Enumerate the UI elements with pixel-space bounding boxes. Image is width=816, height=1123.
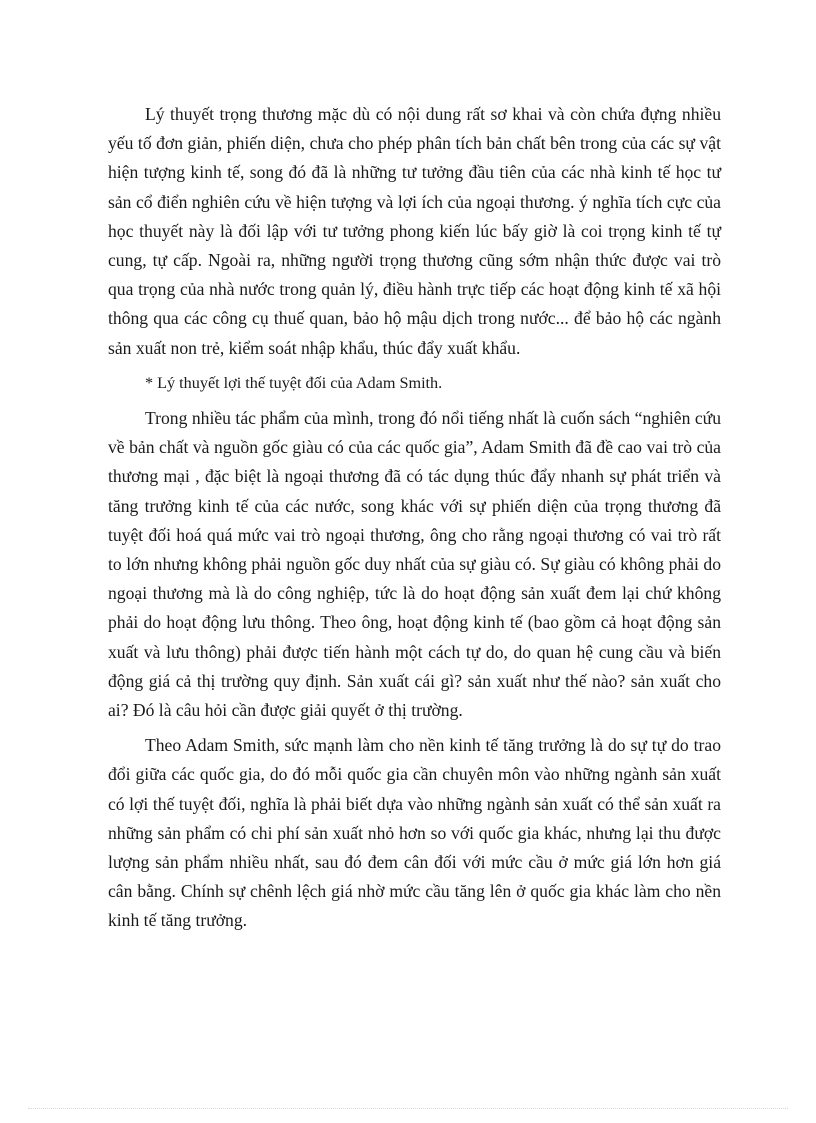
document-body [108,100,721,936]
paragraph-adam-smith-works: Trong nhiều tác phẩm của mình, trong đó nổi tiếng nhất là cuốn sách “nghiên cứu về bản chất và nguồn gốc giàu có của các quốc gia”, Adam Smith đã đề cao vai trò của thương mại , đặc biệt là ngoại thương đã có tác dụng thúc đẩy nhanh sự phát triển và tăng trưởng kinh tế của các nước, song khác với sự phiến diện của trọng thương đã tuyệt đối hoá quá mức vai trò ngoại thương, ông cho rằng ngoại thương có vai trò rất to lớn nhưng không phải nguồn gốc duy nhất của sự giàu có. Sự giàu có không phải do ngoại thương mà là do công nghiệp, tức là do hoạt động sản xuất đem lại chứ không phải do hoạt động lưu thông. Theo ông, hoạt động kinh tế (bao gồm cả hoạt động sản xuất và lưu thông) phải được tiến hành một cách tự do, do quan hệ cung cầu và biến động giá cả thị trường quy định. Sản xuất cái gì? sản xuất như thế nào? sản xuất cho ai? Đó là câu hỏi cần được giải quyết ở thị trường. [108,408,721,721]
section-heading-absolute-advantage: * Lý thuyết lợi thế tuyệt đối của Adam Smith. [145,373,443,392]
paragraph-mercantilism-summary: Lý thuyết trọng thương mặc dù có nội dung rất sơ khai và còn chứa đựng nhiều yếu tố đơn giản, phiến diện, chưa cho phép phân tích bản chất bên trong của các sự vật hiện tượng kinh tế, song đó đã là những tư tưởng đầu tiên của các nhà kinh tế học tư sản cổ điển nghiên cứu về hiện tượng và lợi ích của ngoại thương. ý nghĩa tích cực của học thuyết này là đối lập với tư tưởng phong kiến lúc bấy giờ là coi trọng kinh tế tự cung, tự cấp. Ngoài ra, những người trọng thương cũng sớm nhận thức được vai trò qua trọng của nhà nước trong quản lý, điều hành trực tiếp các hoạt động kinh tế xã hội thông qua các công cụ thuế quan, bảo hộ mậu dịch trong nước... để bảo hộ các ngành sản xuất non trẻ, kiểm soát nhập khẩu, thúc đẩy xuất khẩu. [108,104,721,358]
paragraph-adam-smith-growth: Theo Adam Smith, sức mạnh làm cho nền kinh tế tăng trưởng là do sự tự do trao đổi giữa các quốc gia, do đó mỗi quốc gia cần chuyên môn vào những ngành sản xuất có lợi thế tuyệt đối, nghĩa là phải biết dựa vào những ngành sản xuất có thể sản xuất ra những sản phẩm có chi phí sản xuất nhỏ hơn so với quốc gia khác, nhưng lại thu được lượng sản phẩm nhiều nhất, sau đó đem cân đối với mức cầu ở mức giá lớn hơn giá cân bằng. Chính sự chênh lệch giá nhờ mức cầu tăng lên ở quốc gia khác làm cho nền kinh tế tăng trưởng. [108,735,721,931]
page-bottom-divider [28,1108,788,1109]
